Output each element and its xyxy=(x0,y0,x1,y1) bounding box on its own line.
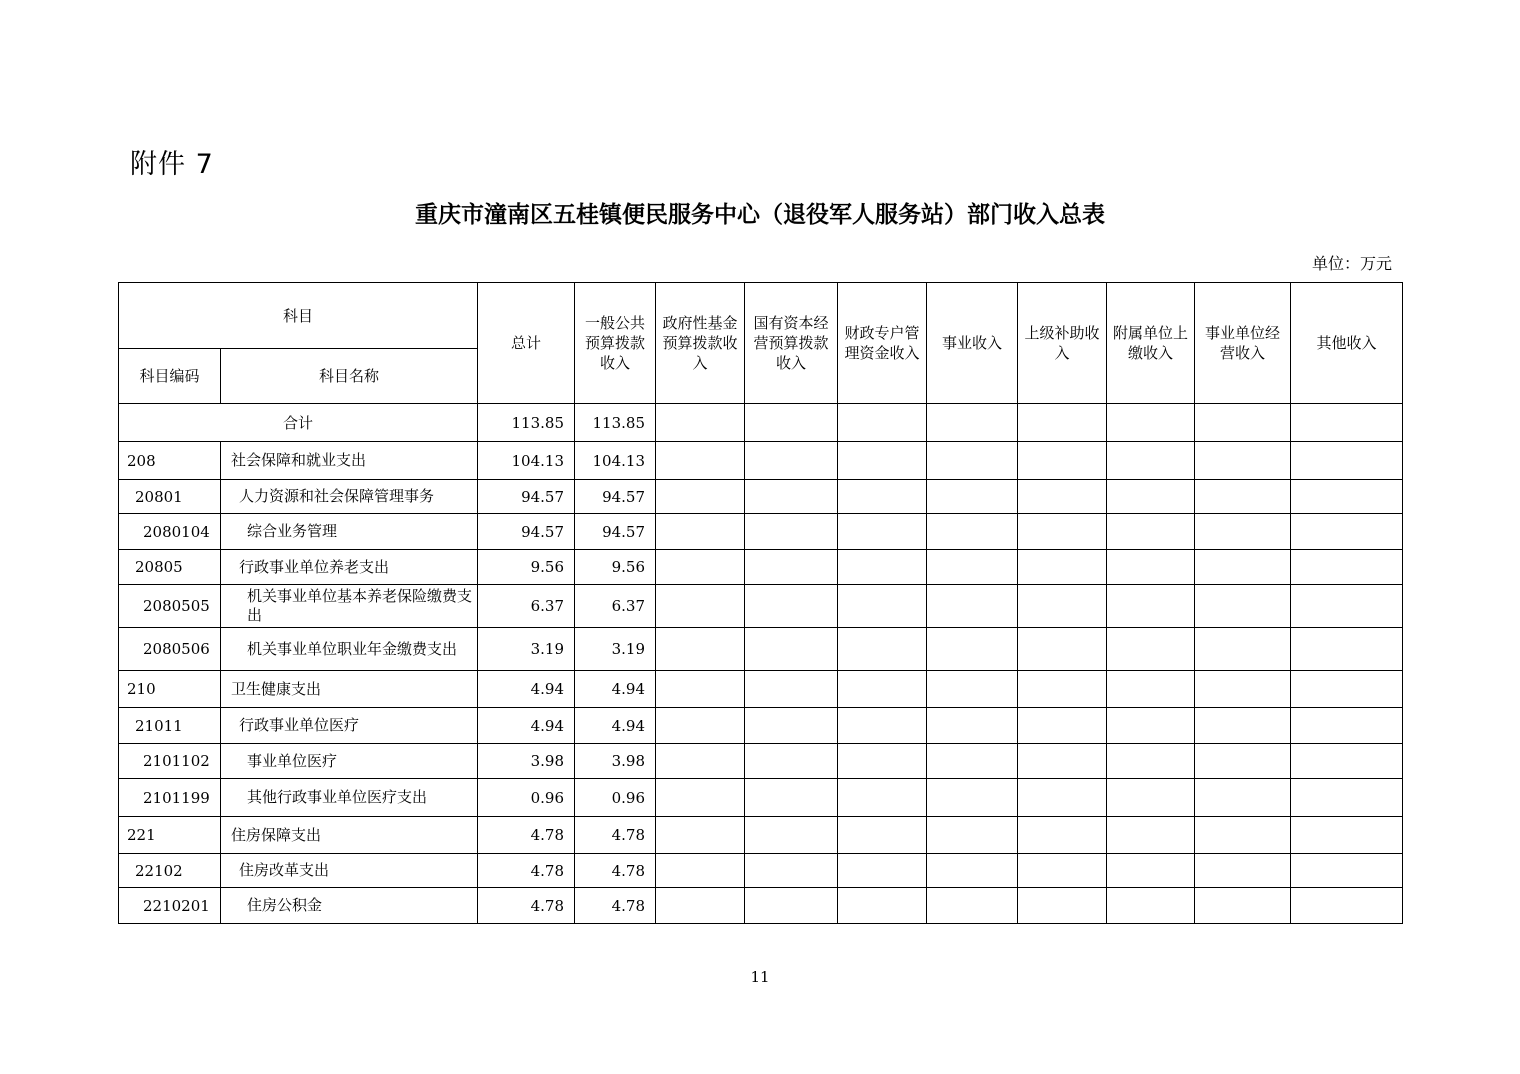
subject-name-cell: 事业单位医疗 xyxy=(221,744,478,779)
general-budget-cell: 4.94 xyxy=(575,708,656,744)
subject-code-cell: 2101102 xyxy=(119,744,221,779)
empty-cell xyxy=(1291,854,1403,888)
empty-cell xyxy=(927,888,1018,924)
empty-cell xyxy=(745,671,838,708)
empty-cell xyxy=(927,708,1018,744)
empty-cell xyxy=(656,708,745,744)
empty-cell xyxy=(1107,817,1195,854)
empty-cell xyxy=(1107,779,1195,817)
total-row xyxy=(119,404,1403,442)
subject-code-cell: 20801 xyxy=(119,480,221,514)
table-row xyxy=(119,628,1403,671)
empty-cell xyxy=(927,779,1018,817)
empty-cell xyxy=(1107,744,1195,779)
empty-cell xyxy=(838,480,927,514)
subject-name-cell: 机关事业单位基本养老保险缴费支出 xyxy=(221,585,478,628)
empty-cell xyxy=(656,480,745,514)
total-amount: 113.85 xyxy=(478,404,575,442)
empty-cell xyxy=(1195,708,1291,744)
empty-cell xyxy=(838,779,927,817)
empty-cell xyxy=(1195,550,1291,585)
empty-cell xyxy=(745,854,838,888)
empty-cell xyxy=(1291,708,1403,744)
empty-cell xyxy=(745,585,838,628)
empty-cell xyxy=(745,442,838,480)
subject-name-cell: 住房公积金 xyxy=(221,888,478,924)
empty-cell xyxy=(656,671,745,708)
document-title: 重庆市潼南区五桂镇便民服务中心（退役军人服务站）部门收入总表 xyxy=(415,202,1105,228)
empty-cell xyxy=(927,442,1018,480)
empty-cell xyxy=(1107,550,1195,585)
empty-cell xyxy=(656,585,745,628)
page-number: 11 xyxy=(750,968,770,986)
header-subject: 科目 xyxy=(119,283,478,349)
subject-name-cell: 卫生健康支出 xyxy=(221,671,478,708)
general-budget-cell: 3.19 xyxy=(575,628,656,671)
empty-cell xyxy=(1018,442,1107,480)
empty-cell xyxy=(745,744,838,779)
subject-name-cell: 住房保障支出 xyxy=(221,817,478,854)
empty-cell xyxy=(656,854,745,888)
empty-cell xyxy=(927,671,1018,708)
empty-cell xyxy=(656,779,745,817)
empty-cell xyxy=(1291,671,1403,708)
attachment-label: 附件 7 xyxy=(130,149,214,180)
empty-cell xyxy=(1018,817,1107,854)
subject-code-cell: 2101199 xyxy=(119,779,221,817)
total-amount-cell: 9.56 xyxy=(478,550,575,585)
empty-cell xyxy=(1195,779,1291,817)
empty-cell xyxy=(1018,550,1107,585)
empty-cell xyxy=(1195,671,1291,708)
table-row xyxy=(119,854,1403,888)
empty-cell xyxy=(927,817,1018,854)
table-row xyxy=(119,442,1403,480)
total-amount-cell: 3.19 xyxy=(478,628,575,671)
empty-cell xyxy=(1195,817,1291,854)
subject-name-cell: 社会保障和就业支出 xyxy=(221,442,478,480)
empty-cell xyxy=(656,888,745,924)
subject-code-cell: 2080505 xyxy=(119,585,221,628)
empty-cell xyxy=(1018,628,1107,671)
empty-cell xyxy=(1291,744,1403,779)
empty-cell xyxy=(745,708,838,744)
empty-cell xyxy=(745,550,838,585)
empty-cell xyxy=(1291,442,1403,480)
general-budget-cell: 3.98 xyxy=(575,744,656,779)
subject-name-cell: 住房改革支出 xyxy=(221,854,478,888)
header-subject-code: 科目编码 xyxy=(119,349,221,404)
empty-cell xyxy=(656,550,745,585)
table-row xyxy=(119,779,1403,817)
table-row xyxy=(119,671,1403,708)
empty-cell xyxy=(838,585,927,628)
total-amount-cell: 6.37 xyxy=(478,585,575,628)
unit-label: 单位：万元 xyxy=(1311,254,1392,273)
table-row xyxy=(119,744,1403,779)
general-budget-cell: 4.78 xyxy=(575,888,656,924)
subject-code-cell: 2080104 xyxy=(119,514,221,550)
empty-cell xyxy=(1018,854,1107,888)
empty-cell xyxy=(838,817,927,854)
empty-cell xyxy=(838,442,927,480)
empty-cell xyxy=(1107,442,1195,480)
general-budget-cell: 9.56 xyxy=(575,550,656,585)
empty-cell xyxy=(745,480,838,514)
subject-name-cell: 行政事业单位医疗 xyxy=(221,708,478,744)
empty-cell xyxy=(1018,779,1107,817)
subject-name-cell: 综合业务管理 xyxy=(221,514,478,550)
empty-cell xyxy=(838,628,927,671)
empty-cell xyxy=(745,514,838,550)
empty-cell xyxy=(838,888,927,924)
total-label: 合计 xyxy=(119,404,478,442)
table-row xyxy=(119,888,1403,924)
total-amount-cell: 4.78 xyxy=(478,817,575,854)
empty-cell xyxy=(1018,514,1107,550)
total-amount-cell: 94.57 xyxy=(478,514,575,550)
empty-cell xyxy=(838,550,927,585)
general-budget-cell: 0.96 xyxy=(575,779,656,817)
header-subject-name: 科目名称 xyxy=(221,349,478,404)
subject-name-cell: 其他行政事业单位医疗支出 xyxy=(221,779,478,817)
empty-cell xyxy=(1107,514,1195,550)
general-budget-cell: 94.57 xyxy=(575,514,656,550)
table-row xyxy=(119,514,1403,550)
empty-cell xyxy=(1107,854,1195,888)
subject-name-cell: 人力资源和社会保障管理事务 xyxy=(221,480,478,514)
empty-cell xyxy=(927,854,1018,888)
empty-cell xyxy=(1018,708,1107,744)
empty-cell xyxy=(1195,854,1291,888)
empty-cell xyxy=(1107,708,1195,744)
empty-cell xyxy=(927,514,1018,550)
empty-cell xyxy=(927,550,1018,585)
header-affiliated-payment: 附属单位上缴收入 xyxy=(1107,283,1195,404)
empty-cell xyxy=(838,514,927,550)
total-amount-cell: 4.78 xyxy=(478,888,575,924)
general-budget-cell: 4.94 xyxy=(575,671,656,708)
header-gov-fund: 政府性基金预算拨款收入 xyxy=(656,283,745,404)
header-superior-subsidy: 上级补助收入 xyxy=(1018,283,1107,404)
general-budget-cell: 94.57 xyxy=(575,480,656,514)
empty-cell xyxy=(656,442,745,480)
empty-cell xyxy=(1291,514,1403,550)
subject-code-cell: 2080506 xyxy=(119,628,221,671)
empty-cell xyxy=(745,817,838,854)
table-row xyxy=(119,708,1403,744)
empty-cell xyxy=(927,585,1018,628)
empty-cell xyxy=(1018,888,1107,924)
empty-cell xyxy=(838,744,927,779)
table-row xyxy=(119,817,1403,854)
header-state-capital: 国有资本经营预算拨款收入 xyxy=(745,283,838,404)
total-amount-cell: 4.78 xyxy=(478,854,575,888)
empty-cell xyxy=(1291,480,1403,514)
total-amount-cell: 0.96 xyxy=(478,779,575,817)
header-other-income: 其他收入 xyxy=(1291,283,1403,404)
empty-cell xyxy=(927,628,1018,671)
empty-cell xyxy=(1018,671,1107,708)
subject-code-cell: 22102 xyxy=(119,854,221,888)
general-budget-cell: 4.78 xyxy=(575,817,656,854)
income-summary-table xyxy=(118,282,1403,924)
empty-cell xyxy=(1018,585,1107,628)
empty-cell xyxy=(838,708,927,744)
total-amount-cell: 94.57 xyxy=(478,480,575,514)
header-fiscal-special: 财政专户管理资金收入 xyxy=(838,283,927,404)
header-business-income: 事业收入 xyxy=(927,283,1018,404)
empty-cell xyxy=(1195,888,1291,924)
empty-cell xyxy=(1107,671,1195,708)
empty-cell xyxy=(1291,550,1403,585)
subject-code-cell: 208 xyxy=(119,442,221,480)
empty-cell xyxy=(656,514,745,550)
subject-code-cell: 2210201 xyxy=(119,888,221,924)
header-business-operation: 事业单位经营收入 xyxy=(1195,283,1291,404)
empty-cell xyxy=(1291,628,1403,671)
empty-cell xyxy=(927,480,1018,514)
subject-name-cell: 行政事业单位养老支出 xyxy=(221,550,478,585)
subject-code-cell: 20805 xyxy=(119,550,221,585)
empty-cell xyxy=(1018,480,1107,514)
subject-name-cell: 机关事业单位职业年金缴费支出 xyxy=(221,628,478,671)
general-budget-cell: 104.13 xyxy=(575,442,656,480)
empty-cell xyxy=(1291,779,1403,817)
general-budget-cell: 4.78 xyxy=(575,854,656,888)
table-row xyxy=(119,585,1403,628)
table-row xyxy=(119,480,1403,514)
empty-cell xyxy=(838,671,927,708)
header-general-budget: 一般公共预算拨款收入 xyxy=(575,283,656,404)
empty-cell xyxy=(656,744,745,779)
empty-cell xyxy=(745,779,838,817)
total-amount-cell: 3.98 xyxy=(478,744,575,779)
empty-cell xyxy=(1107,480,1195,514)
empty-cell xyxy=(1291,888,1403,924)
empty-cell xyxy=(1107,628,1195,671)
empty-cell xyxy=(656,628,745,671)
subject-code-cell: 210 xyxy=(119,671,221,708)
empty-cell xyxy=(1107,585,1195,628)
empty-cell xyxy=(1291,817,1403,854)
total-amount-cell: 4.94 xyxy=(478,708,575,744)
total-amount-cell: 104.13 xyxy=(478,442,575,480)
empty-cell xyxy=(656,817,745,854)
empty-cell xyxy=(1195,744,1291,779)
empty-cell xyxy=(1195,442,1291,480)
subject-code-cell: 21011 xyxy=(119,708,221,744)
table-row xyxy=(119,550,1403,585)
empty-cell xyxy=(1195,480,1291,514)
subject-code-cell: 221 xyxy=(119,817,221,854)
total-amount-cell: 4.94 xyxy=(478,671,575,708)
empty-cell xyxy=(838,854,927,888)
general-budget-cell: 6.37 xyxy=(575,585,656,628)
empty-cell xyxy=(1195,628,1291,671)
empty-cell xyxy=(1107,888,1195,924)
empty-cell xyxy=(1291,585,1403,628)
header-total: 总计 xyxy=(478,283,575,404)
total-general-amount: 113.85 xyxy=(575,404,656,442)
empty-cell xyxy=(1195,514,1291,550)
empty-cell xyxy=(1195,585,1291,628)
empty-cell xyxy=(745,628,838,671)
empty-cell xyxy=(927,744,1018,779)
empty-cell xyxy=(1018,744,1107,779)
empty-cell xyxy=(745,888,838,924)
